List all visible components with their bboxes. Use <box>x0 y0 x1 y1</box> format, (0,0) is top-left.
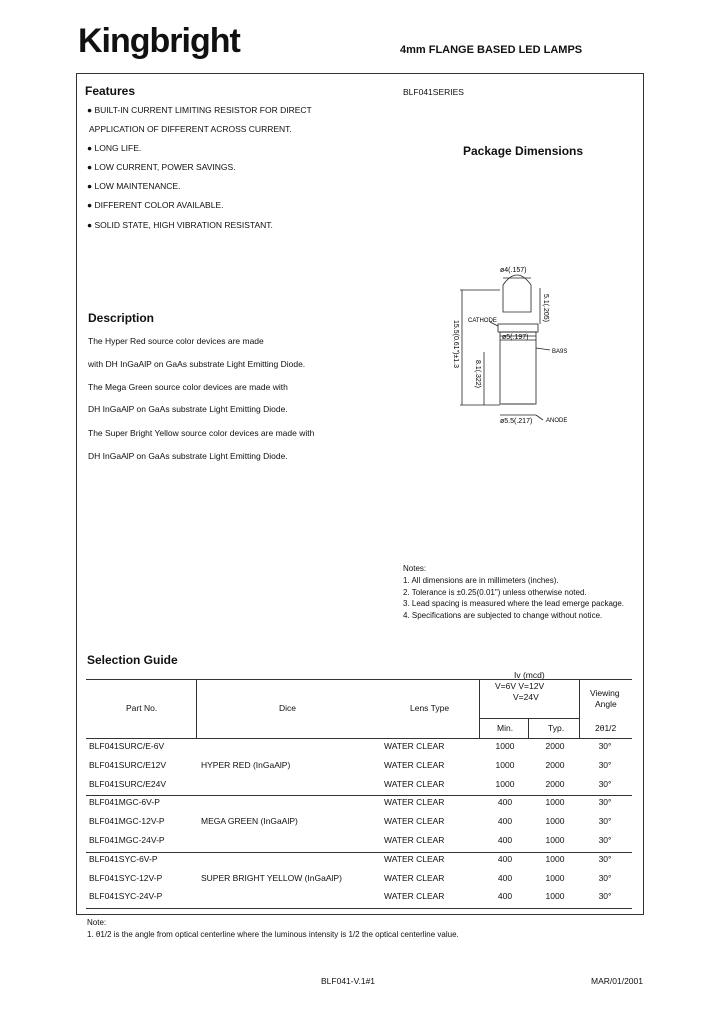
col-angle-symbol: 2θ1/2 <box>595 723 617 733</box>
col-iv-voltage: V=6V V=12V <box>495 681 545 691</box>
bottom-note-text: 1. θ1/2 is the angle from optical centerline where the luminous intensity is 1/2 the optical centerline value. <box>87 930 459 939</box>
label-anode: ANODE <box>546 418 568 424</box>
cell-dice: HYPER RED (InGaAlP) <box>201 759 291 770</box>
cell-part: BLF041SYC-24V-P <box>89 891 163 902</box>
cell-min: 400 <box>497 835 513 845</box>
feature-item: ● DIFFERENT COLOR AVAILABLE. <box>87 200 224 210</box>
note-item: 2. Tolerance is ±0.25(0.01") unless otherwise noted. <box>403 588 587 597</box>
cell-part: BLF041MGC-24V-P <box>89 835 165 845</box>
footer-date: MAR/01/2001 <box>591 976 643 986</box>
features-heading: Features <box>85 84 136 98</box>
cell-typ: 1000 <box>545 797 565 808</box>
series-label: BLF041SERIES <box>403 87 464 97</box>
cell-part: BLF041SURC/E12V <box>89 759 167 770</box>
feature-item: APPLICATION OF DIFFERENT ACROSS CURRENT. <box>89 124 292 134</box>
note-item: 4. Specifications are subjected to change without notice. <box>403 611 603 620</box>
cell-lens: WATER CLEAR <box>384 835 445 845</box>
cell-typ: 2000 <box>545 759 565 770</box>
cell-lens: WATER CLEAR <box>384 759 445 770</box>
cell-lens: WATER CLEAR <box>384 741 445 751</box>
label-ba9s: BA9S <box>552 349 568 355</box>
table-rule <box>479 718 579 719</box>
table-vrule <box>196 679 197 738</box>
cell-lens: WATER CLEAR <box>384 891 445 902</box>
cell-angle: 30° <box>598 872 612 883</box>
col-dice: Dice <box>279 703 297 713</box>
cell-angle: 30° <box>598 741 612 751</box>
col-min: Min. <box>497 723 514 733</box>
document-title: 4mm FLANGE BASED LED LAMPS <box>400 44 583 56</box>
cell-min: 1000 <box>495 759 515 770</box>
description-line: DH InGaAlP on GaAs substrate Light Emitting Diode. <box>88 404 288 414</box>
notes-heading: Notes: <box>403 564 427 573</box>
dim-flange: ø5.5(.217) <box>500 418 533 425</box>
led-dome <box>503 275 531 312</box>
cell-angle: 30° <box>598 835 612 845</box>
bottom-note-heading: Note: <box>87 918 107 927</box>
cell-min: 400 <box>497 797 513 808</box>
cell-lens: WATER CLEAR <box>384 797 445 808</box>
col-part-no: Part No. <box>126 703 158 713</box>
col-angle: Angle <box>595 699 617 709</box>
dim-height-top: 5.1(.205) <box>542 294 549 323</box>
cell-angle: 30° <box>598 797 612 808</box>
col-viewing: Viewing <box>590 688 620 698</box>
cell-min: 400 <box>497 816 513 827</box>
cell-angle: 30° <box>598 759 612 770</box>
col-lens-type: Lens Type <box>410 703 450 713</box>
cell-min: 1000 <box>495 741 515 751</box>
col-iv: Iv (mcd) <box>514 670 545 680</box>
cell-part: BLF041MGC-12V-P <box>89 816 165 827</box>
cell-typ: 1000 <box>545 872 565 883</box>
table-top-rule <box>86 679 632 680</box>
cell-typ: 1000 <box>545 891 565 902</box>
cell-angle: 30° <box>598 891 612 902</box>
cell-dice: MEGA GREEN (InGaAlP) <box>201 816 298 827</box>
feature-item: ● LONG LIFE. <box>87 143 142 153</box>
table-bottom-rule <box>86 908 632 909</box>
cell-lens: WATER CLEAR <box>384 778 445 789</box>
cell-min: 1000 <box>495 778 515 789</box>
table-vrule <box>579 679 580 738</box>
col-typ: Typ. <box>548 723 565 733</box>
dim-total-length: 15.5(0.61")±1.3 <box>452 320 459 368</box>
cell-min: 400 <box>497 872 513 883</box>
description-line: with DH InGaAlP on GaAs substrate Light Emitting Diode. <box>88 359 306 369</box>
cell-lens: WATER CLEAR <box>384 853 445 864</box>
cell-part: BLF041SURC/E24V <box>89 778 167 789</box>
cell-typ: 1000 <box>545 835 565 845</box>
led-base <box>500 332 536 404</box>
cell-typ: 2000 <box>545 778 565 789</box>
brand-logo: Kingbright <box>78 22 240 60</box>
cell-lens: WATER CLEAR <box>384 816 445 827</box>
cell-part: BLF041SURC/E-6V <box>89 741 165 751</box>
cell-part: BLF041MGC-6V-P <box>89 797 160 808</box>
cell-min: 400 <box>497 853 513 864</box>
description-line: The Hyper Red source color devices are made <box>88 336 264 346</box>
led-flange <box>498 324 538 332</box>
feature-item: ● LOW MAINTENANCE. <box>87 181 181 191</box>
table-vrule <box>479 679 480 738</box>
dim-base-height: 8.1(.322) <box>474 360 481 389</box>
feature-item: ● BUILT-IN CURRENT LIMITING RESISTOR FOR DIRECT <box>87 105 312 115</box>
cell-part: BLF041SYC-6V-P <box>89 853 158 864</box>
dim-top-dia: ø4(.157) <box>500 267 527 274</box>
description-line: DH InGaAlP on GaAs substrate Light Emitting Diode. <box>88 451 288 461</box>
cell-part: BLF041SYC-12V-P <box>89 872 163 883</box>
note-item: 1. All dimensions are in millimeters (inches). <box>403 576 559 585</box>
footer-doc-id: BLF041-V.1#1 <box>321 976 376 986</box>
feature-item: ● LOW CURRENT, POWER SAVINGS. <box>87 162 236 172</box>
cell-min: 400 <box>497 891 513 902</box>
cell-typ: 2000 <box>545 741 565 751</box>
cell-typ: 1000 <box>545 816 565 827</box>
description-heading: Description <box>88 311 155 325</box>
cell-typ: 1000 <box>545 853 565 864</box>
group-rule <box>86 795 632 796</box>
table-header-rule <box>86 738 632 739</box>
cell-angle: 30° <box>598 778 612 789</box>
cell-dice: SUPER BRIGHT YELLOW (InGaAlP) <box>201 872 342 883</box>
table-vrule <box>528 718 529 738</box>
col-iv-voltage: V=24V <box>513 692 539 702</box>
package-heading: Package Dimensions <box>463 144 584 158</box>
feature-item: ● SOLID STATE, HIGH VIBRATION RESISTANT. <box>87 220 273 230</box>
description-line: The Super Bright Yellow source color devices are made with <box>88 428 315 438</box>
cell-angle: 30° <box>598 853 612 864</box>
selection-heading: Selection Guide <box>87 653 178 667</box>
dim-body-dia: ø5(.197) <box>502 334 529 341</box>
label-cathode: CATHODE <box>468 318 497 324</box>
description-line: The Mega Green source color devices are made with <box>88 382 288 392</box>
package-drawing <box>440 260 590 435</box>
cell-lens: WATER CLEAR <box>384 872 445 883</box>
note-item: 3. Lead spacing is measured where the lead emerge package. <box>403 599 625 608</box>
cell-angle: 30° <box>598 816 612 827</box>
